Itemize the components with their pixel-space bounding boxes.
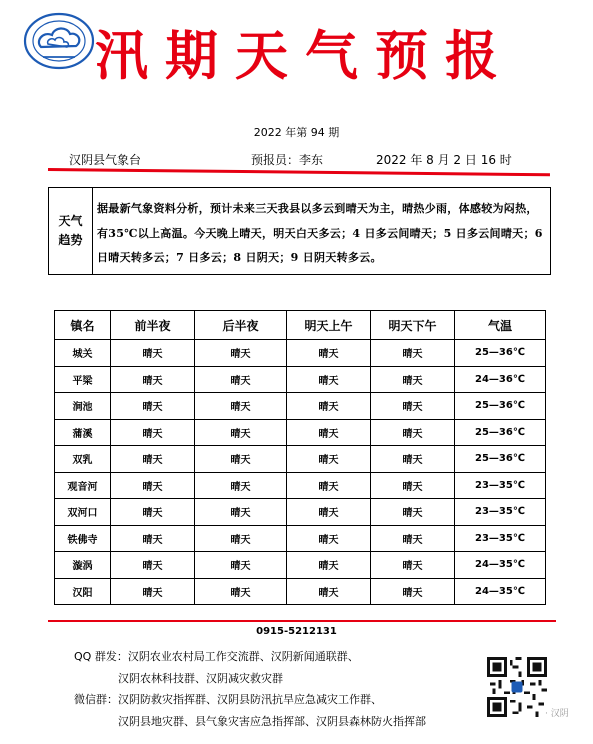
weather-cell: 晴天 [371,340,455,367]
weather-cell: 晴天 [195,472,287,499]
weather-cell: 晴天 [195,393,287,420]
weather-cell: 晴天 [371,525,455,552]
forecaster: 预报员：李东 [251,153,324,167]
town-name-cell: 涧池 [55,393,111,420]
table-body [55,340,546,605]
groups-line: 微信群：汉阴防救灾指挥群、汉阴县防汛抗旱应急减灾工作群、 [74,693,382,706]
weather-cell: 晴天 [195,366,287,393]
table-row [55,340,546,367]
table-row [55,578,546,605]
town-name-cell: 汉阳 [55,578,111,605]
temperature-cell: 25—36℃ [455,446,546,473]
weather-cell: 晴天 [371,472,455,499]
groups-line: 汉阴县地灾群、县气象灾害应急指挥部、汉阴县森林防火指挥部 [74,714,426,728]
weather-cell: 晴天 [371,419,455,446]
weather-cell: 晴天 [371,578,455,605]
table-row [55,366,546,393]
town-name-cell: 平梁 [55,366,111,393]
town-name-cell: 漩涡 [55,552,111,579]
table-row [55,419,546,446]
weather-cell: 晴天 [371,366,455,393]
temperature-cell: 25—36℃ [455,419,546,446]
weather-cell: 晴天 [195,446,287,473]
weather-cell: 晴天 [195,340,287,367]
header-cell: 镇名 [55,311,111,340]
header-cell: 明天下午 [371,311,455,340]
watermark: · 汉阴 [545,709,569,719]
station-name: 汉阴县气象台 [69,153,142,167]
page-title: 汛期天气预报 [95,25,515,87]
header-cell: 气温 [455,311,546,340]
header-cell: 后半夜 [195,311,287,340]
header-cell: 明天上午 [287,311,371,340]
weather-cell: 晴天 [287,552,371,579]
temperature-cell: 24—36℃ [455,366,546,393]
table-row [55,446,546,473]
groups-line: QQ 群发：汉阴农业农村局工作交流群、汉阴新闻通联群、 [74,650,359,663]
weather-cell: 晴天 [287,446,371,473]
table-row [55,472,546,499]
forecast-table [54,310,546,605]
header-divider [48,168,550,176]
weather-cell: 晴天 [287,393,371,420]
weather-cell: 晴天 [371,446,455,473]
distribution-groups [74,646,426,732]
temperature-cell: 24—35℃ [455,552,546,579]
weather-cell: 晴天 [195,419,287,446]
table-row [55,525,546,552]
weather-cell: 晴天 [287,472,371,499]
weather-cell: 晴天 [371,552,455,579]
weather-cell: 晴天 [287,419,371,446]
weather-cell: 晴天 [287,499,371,526]
header-cell: 前半夜 [111,311,195,340]
weather-cell: 晴天 [195,578,287,605]
footer-divider [48,620,556,622]
temperature-cell: 25—36℃ [455,340,546,367]
weather-cell: 晴天 [111,340,195,367]
weather-cell: 晴天 [287,525,371,552]
meteorological-logo-icon [21,11,97,71]
temperature-cell: 23—35℃ [455,499,546,526]
temperature-cell: 23—35℃ [455,472,546,499]
weather-cell: 晴天 [111,419,195,446]
weather-cell: 晴天 [195,552,287,579]
issue-datetime: 2022 年 8 月 2 日 16 时 [376,153,512,167]
weather-cell: 晴天 [287,340,371,367]
contact-phone: 0915-5212131 [256,626,337,637]
town-name-cell: 铁佛寺 [55,525,111,552]
town-name-cell: 城关 [55,340,111,367]
weather-cell: 晴天 [195,525,287,552]
weather-cell: 晴天 [371,393,455,420]
groups-line: 汉阴农林科技群、汉阴减灾救灾群 [74,671,283,685]
issue-number: 2022 年第 94 期 [253,126,340,139]
qr-code-icon [487,657,547,717]
weather-cell: 晴天 [111,499,195,526]
temperature-cell: 24—35℃ [455,578,546,605]
weather-cell: 晴天 [195,499,287,526]
temperature-cell: 25—36℃ [455,393,546,420]
trend-label: 天气趋势 [49,188,93,274]
town-name-cell: 观音河 [55,472,111,499]
weather-cell: 晴天 [111,525,195,552]
weather-cell: 晴天 [371,499,455,526]
weather-cell: 晴天 [111,366,195,393]
town-name-cell: 蒲溪 [55,419,111,446]
weather-cell: 晴天 [111,446,195,473]
weather-cell: 晴天 [111,393,195,420]
weather-cell: 晴天 [287,366,371,393]
weather-cell: 晴天 [111,578,195,605]
table-row [55,499,546,526]
town-name-cell: 双乳 [55,446,111,473]
temperature-cell: 23—35℃ [455,525,546,552]
table-row [55,393,546,420]
table-row [55,552,546,579]
trend-box [48,187,551,275]
town-name-cell: 双河口 [55,499,111,526]
trend-text: 据最新气象资料分析，预计未来三天我县以多云到晴天为主，晴热少雨，体感较为闷热，有35℃以上高温。今天晚上晴天，明天白天多云；4 日多云间晴天；5 日多云间晴天；6 日晴天转多云；7 日多云；8 日阴天；9 日阴天转多云。 [97,202,543,264]
weather-cell: 晴天 [111,552,195,579]
weather-cell: 晴天 [111,472,195,499]
weather-cell: 晴天 [287,578,371,605]
table-header-row [55,311,546,340]
